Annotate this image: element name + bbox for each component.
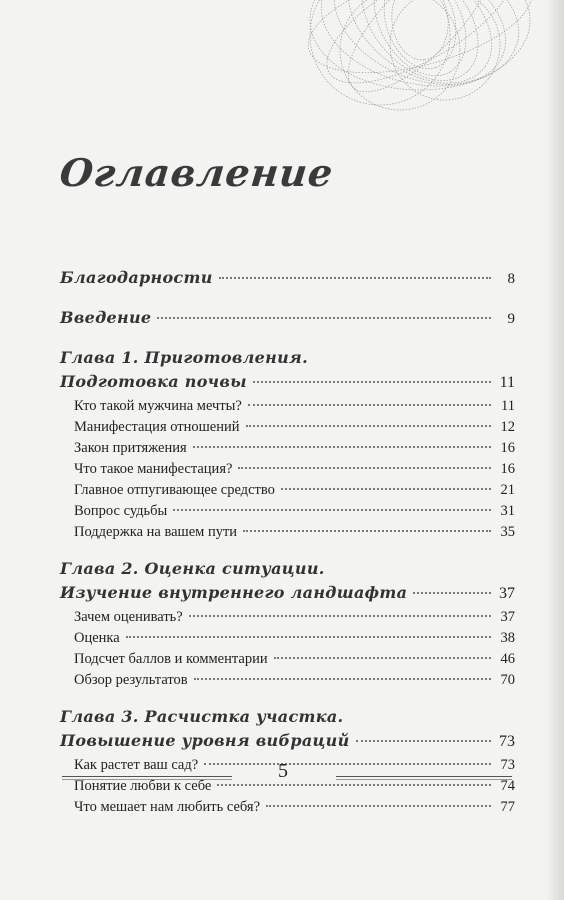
section-page: 21: [500, 482, 515, 498]
chapter-1-heading: Глава 1. Приготовления.: [60, 348, 308, 367]
dot-leader: [246, 425, 491, 427]
toc-section-entry[interactable]: [60, 419, 515, 440]
toc-section-entry[interactable]: [60, 651, 515, 672]
section-label: Что мешает нам любить себя?: [74, 799, 261, 815]
toc-section-entry[interactable]: [60, 672, 515, 693]
section-page: 16: [500, 440, 515, 456]
section-page: 73: [500, 757, 515, 773]
dot-leader: [189, 615, 491, 617]
section-label: Манифестация отношений: [74, 419, 240, 435]
toc-section-entry[interactable]: [60, 524, 515, 545]
section-label: Поддержка на вашем пути: [74, 524, 238, 540]
dot-leader: [126, 636, 491, 638]
page-title: Оглавление: [57, 150, 336, 195]
chapter-subtitle: Повышение уровня вибраций: [60, 731, 350, 750]
section-label: Закон притяжения: [74, 440, 187, 456]
chapter-subtitle: Подготовка почвы: [60, 372, 247, 391]
dot-leader: [248, 404, 491, 406]
toc-entry-label: Введение: [60, 308, 152, 327]
chapter-page: 37: [499, 585, 515, 602]
dot-leader: [173, 509, 491, 511]
chapter-subtitle: Изучение внутреннего ландшафта: [60, 583, 408, 602]
chapter-2-heading: Глава 2. Оценка ситуации.: [60, 559, 325, 578]
dot-leader: [281, 488, 491, 490]
section-page: 70: [500, 672, 515, 688]
toc-entry-page: 9: [507, 311, 515, 327]
dot-leader: [253, 381, 491, 383]
dot-leader: [243, 530, 491, 532]
section-page: 38: [500, 630, 515, 646]
dot-leader: [193, 446, 491, 448]
footer-rule-left: [62, 776, 232, 777]
chapter-3-entry[interactable]: [60, 731, 515, 757]
chapter-2-entry[interactable]: [60, 583, 515, 609]
page-number: 5: [278, 760, 288, 782]
section-page: 31: [500, 503, 515, 519]
dot-leader: [274, 657, 491, 659]
dot-leader: [219, 277, 491, 279]
dot-leader: [238, 467, 491, 469]
page-footer: [0, 760, 564, 790]
toc-section-entry[interactable]: [60, 440, 515, 461]
spirograph-ornament: [270, 0, 540, 140]
section-label: Зачем оценивать?: [74, 609, 183, 625]
chapter-1-entry[interactable]: [60, 372, 515, 398]
chapter-3-heading: Глава 3. Расчистка участка.: [60, 707, 344, 726]
chapter-page: 73: [499, 733, 515, 750]
footer-rule-right: [336, 776, 512, 777]
section-label: Оценка: [74, 630, 120, 646]
toc-section-entry[interactable]: [60, 503, 515, 524]
toc-section-entry[interactable]: [60, 482, 515, 503]
toc-section-entry[interactable]: [60, 630, 515, 651]
section-page: 35: [500, 524, 515, 540]
dot-leader: [356, 740, 491, 742]
toc-entry-label: Благодарности: [60, 268, 213, 287]
section-label: Главное отпугивающее средство: [74, 482, 275, 498]
footer-rule-right-thin: [336, 779, 512, 780]
section-label: Как растет ваш сад?: [74, 757, 199, 773]
dot-leader: [157, 317, 491, 319]
section-page: 16: [500, 461, 515, 477]
dot-leader: [194, 678, 491, 680]
chapter-page: 11: [499, 374, 515, 391]
toc-entry-page: 8: [507, 271, 515, 287]
dot-leader: [266, 805, 491, 807]
table-of-contents: [60, 268, 515, 820]
toc-section-entry[interactable]: [60, 398, 515, 419]
toc-entry-introduction[interactable]: [60, 308, 515, 334]
section-label: Вопрос судьбы: [74, 503, 168, 519]
section-label: Понятие любви к себе: [74, 778, 212, 794]
toc-section-entry[interactable]: [60, 461, 515, 482]
toc-section-entry[interactable]: [60, 799, 515, 820]
section-page: 77: [500, 799, 515, 815]
section-page: 37: [500, 609, 515, 625]
footer-rule-left-thin: [62, 779, 232, 780]
section-label: Кто такой мужчина мечты?: [74, 398, 242, 414]
section-page: 46: [500, 651, 515, 667]
dot-leader: [413, 592, 491, 594]
toc-section-entry[interactable]: [60, 609, 515, 630]
section-page: 12: [500, 419, 515, 435]
section-label: Обзор результатов: [74, 672, 188, 688]
toc-entry-acknowledgements[interactable]: [60, 268, 515, 294]
section-label: Что такое манифестация?: [74, 461, 233, 477]
section-page: 74: [500, 778, 515, 794]
section-page: 11: [501, 398, 515, 414]
section-label: Подсчет баллов и комментарии: [74, 651, 268, 667]
